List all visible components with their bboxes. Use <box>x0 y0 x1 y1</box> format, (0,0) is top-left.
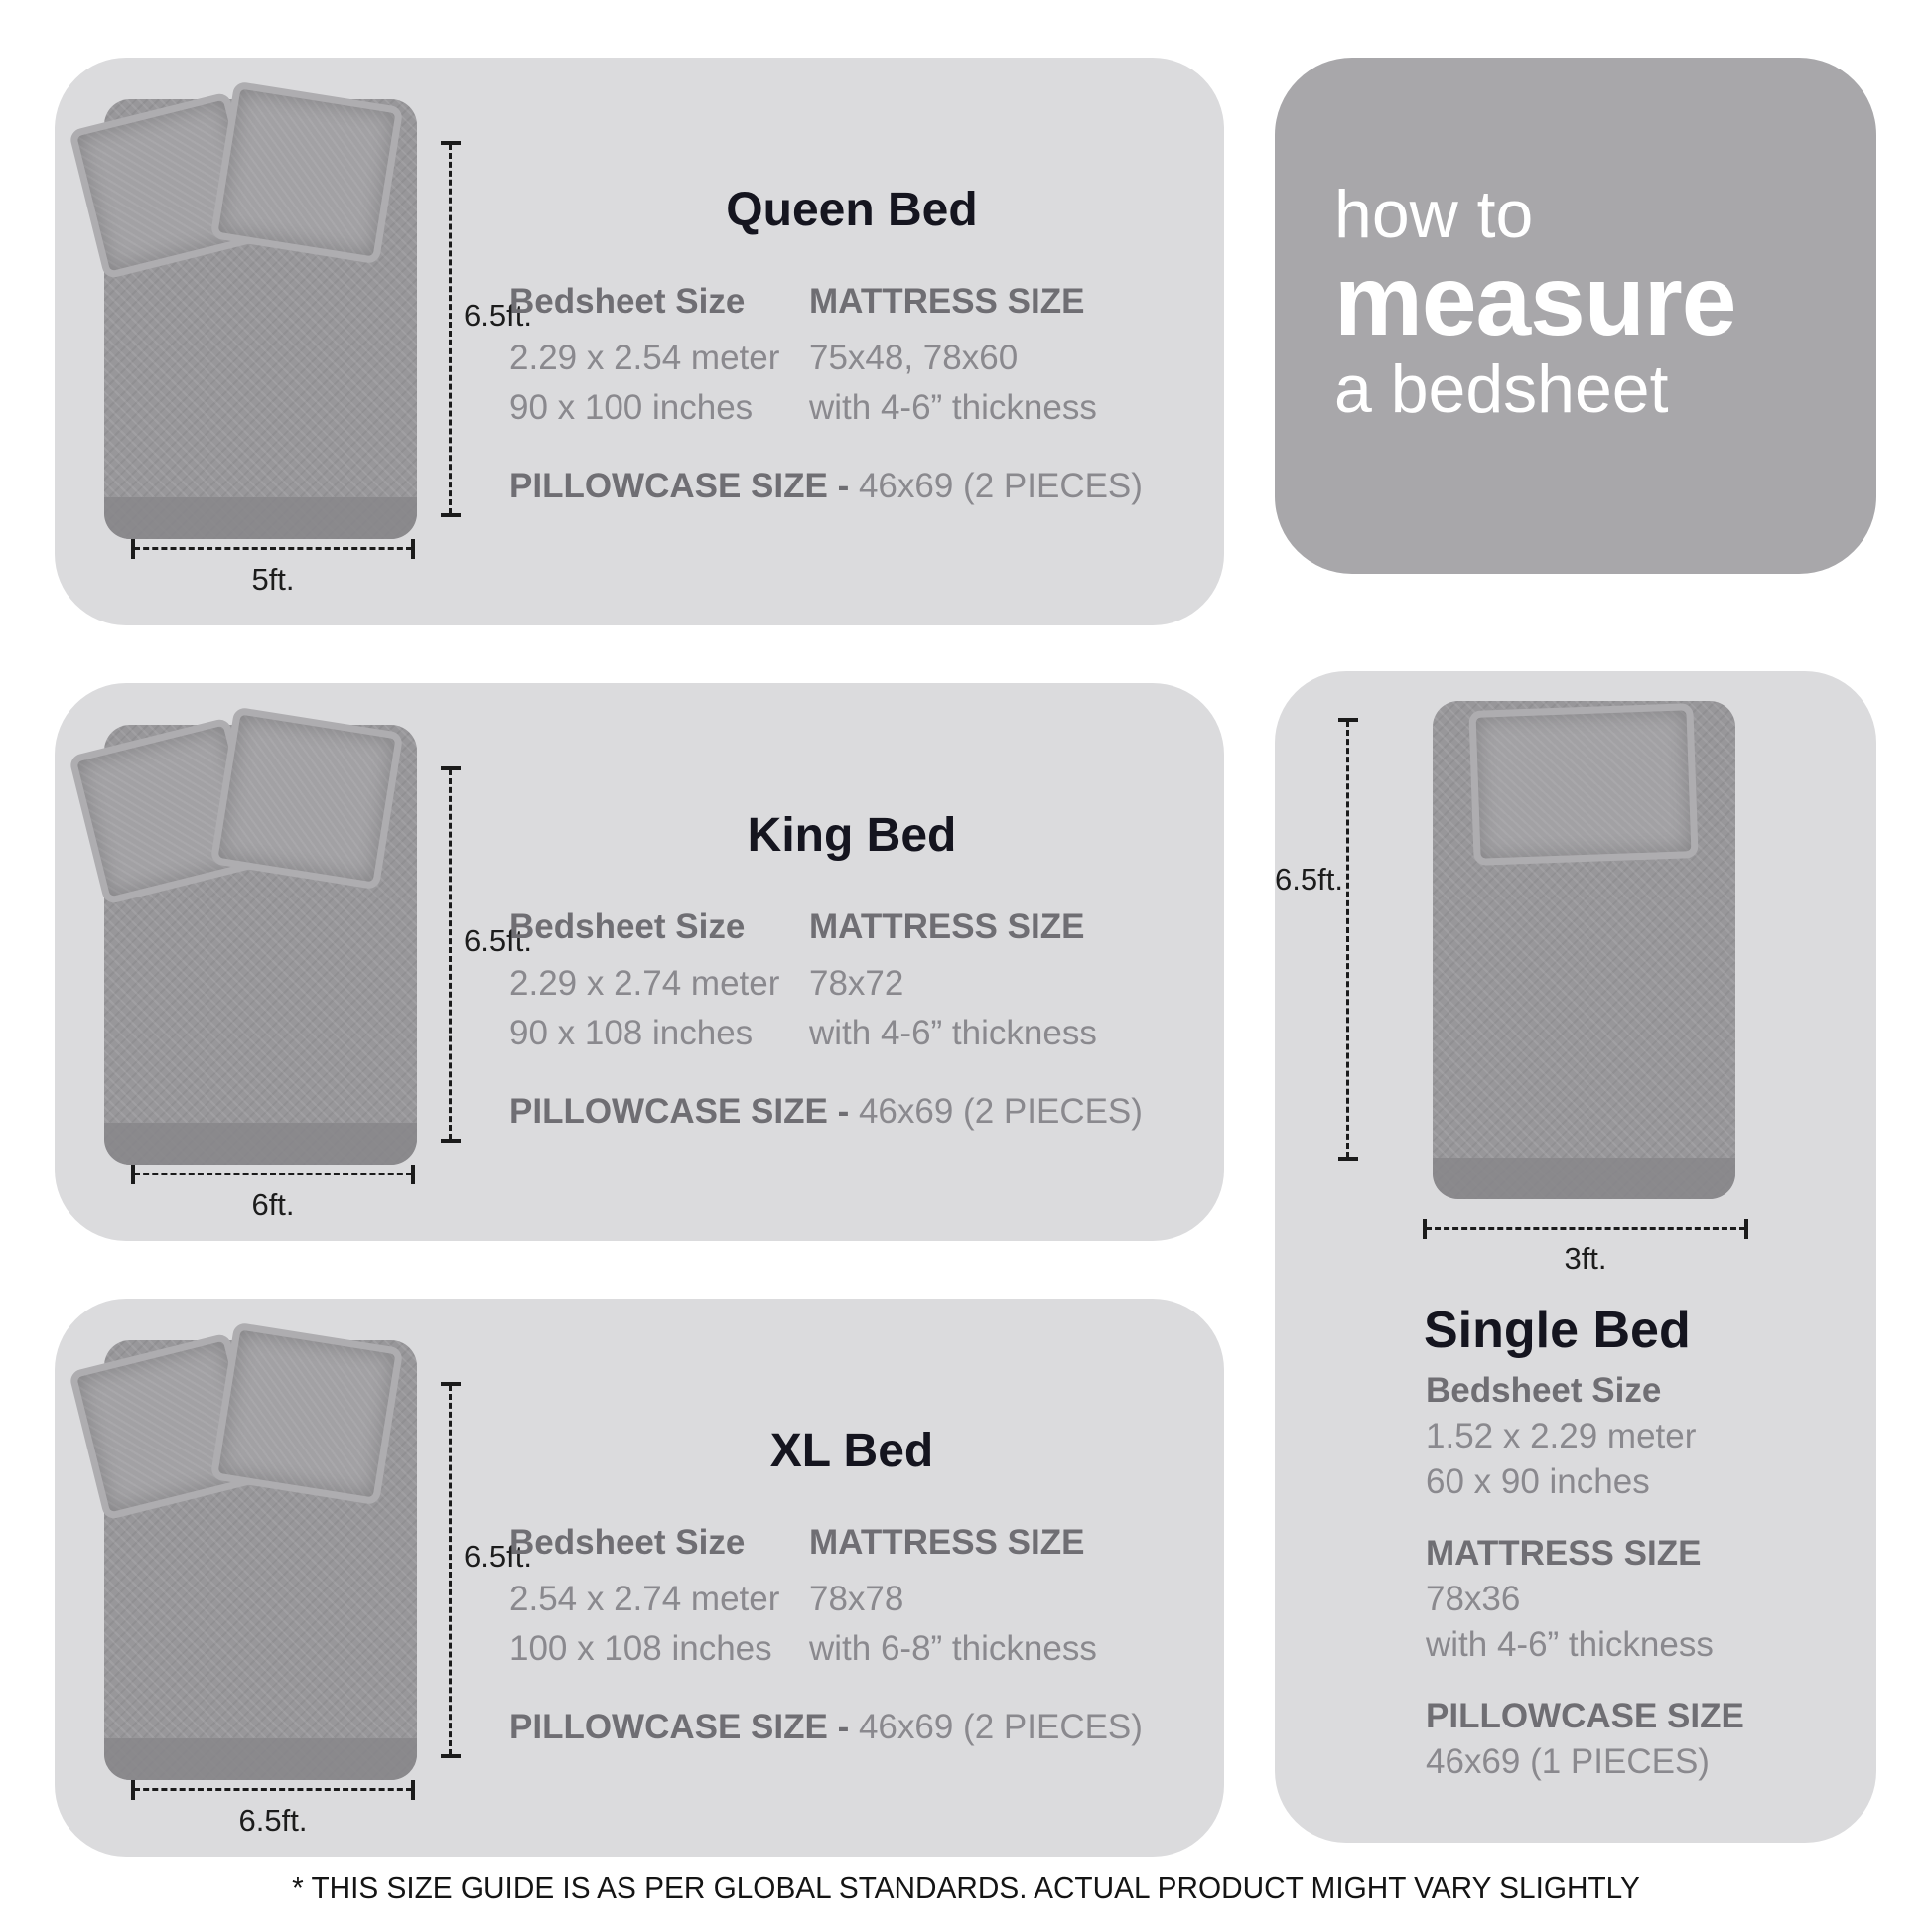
mattress-size-value: 75x48, 78x60 <box>809 339 1019 377</box>
size-columns <box>509 282 1194 433</box>
bedsheet-size-column <box>509 282 809 433</box>
mattress-size-column <box>809 282 1194 433</box>
pillowcase-size-label: PILLOWCASE SIZE - <box>509 467 850 505</box>
bedsheet-size-inches: 90 x 108 inches <box>509 1014 754 1052</box>
width-ruler <box>1426 1227 1745 1230</box>
mattress-size-column <box>809 1523 1194 1674</box>
title-text-block <box>1334 177 1735 429</box>
pillowcase-size-label: PILLOWCASE SIZE - <box>509 1708 850 1746</box>
mattress-size-label: MATTRESS SIZE <box>809 282 1085 321</box>
pillow-right-icon <box>210 81 404 265</box>
title-line-2: measure <box>1334 245 1736 356</box>
bed-name-heading: XL Bed <box>769 1425 934 1477</box>
pillowcase-size-row <box>509 1092 1194 1132</box>
bedsheet-size-meters: 2.54 x 2.74 meter <box>509 1580 780 1618</box>
width-dimension-label: 6ft. <box>251 1187 295 1222</box>
card-queen-bed <box>55 58 1224 625</box>
size-columns <box>509 1523 1194 1674</box>
bed-foot-edge <box>104 1738 417 1780</box>
bed-info-block <box>1426 1368 1744 1785</box>
bed-name-heading: King Bed <box>747 809 957 862</box>
bedsheet-size-inches: 60 x 90 inches <box>1426 1462 1650 1501</box>
mattress-size-value: 78x36 <box>1426 1580 1521 1618</box>
pillowcase-size-value: 46x69 (2 PIECES) <box>858 467 1143 505</box>
bedsheet-size-label: Bedsheet Size <box>509 282 746 321</box>
disclaimer-text: * THIS SIZE GUIDE IS AS PER GLOBAL STANDARDS. ACTUAL PRODUCT MIGHT VARY SLIGHTLY <box>292 1870 1640 1905</box>
pillow-right-icon <box>210 1322 404 1506</box>
bedsheet-size-label: Bedsheet Size <box>509 907 746 946</box>
width-dimension-label: 3ft. <box>1564 1241 1607 1276</box>
height-ruler <box>449 144 452 514</box>
bed-info-block <box>509 810 1194 1132</box>
pillowcase-size-row <box>509 1708 1194 1747</box>
width-dimension-label: 5ft. <box>251 562 295 597</box>
card-single-bed <box>1275 671 1876 1843</box>
mattress-thickness: with 4-6” thickness <box>1426 1625 1714 1664</box>
pillowcase-size-row <box>509 467 1194 506</box>
bed-foot-edge <box>1433 1158 1735 1199</box>
height-dimension-label: 6.5ft. <box>464 1539 532 1574</box>
bedsheet-size-meters: 2.29 x 2.54 meter <box>509 339 780 377</box>
bedsheet-size-label: Bedsheet Size <box>1426 1371 1662 1410</box>
height-ruler <box>1346 721 1349 1158</box>
pillowcase-size-label: PILLOWCASE SIZE - <box>509 1092 850 1131</box>
mattress-size-label: MATTRESS SIZE <box>1426 1534 1702 1573</box>
bedsheet-size-label: Bedsheet Size <box>509 1523 746 1562</box>
bedsheet-size-meters: 2.29 x 2.74 meter <box>509 964 780 1003</box>
mattress-size-value: 78x72 <box>809 964 904 1003</box>
bedsheet-size-meters: 1.52 x 2.29 meter <box>1426 1417 1697 1455</box>
mattress-size-label: MATTRESS SIZE <box>809 1523 1085 1562</box>
mattress-thickness: with 4-6” thickness <box>809 1014 1097 1052</box>
mattress-size-label: MATTRESS SIZE <box>809 907 1085 946</box>
bed-name-heading: Single Bed <box>1424 1302 1691 1359</box>
bedsheet-size-column <box>509 1523 809 1674</box>
title-line-1: how to <box>1334 177 1534 252</box>
width-ruler <box>134 547 412 550</box>
pillowcase-size-value: 46x69 (1 PIECES) <box>1426 1742 1710 1781</box>
bedsheet-size-inches: 90 x 100 inches <box>509 388 754 427</box>
pillowcase-size-value: 46x69 (2 PIECES) <box>858 1092 1143 1131</box>
width-ruler <box>134 1788 412 1791</box>
card-title <box>1275 58 1876 574</box>
height-ruler <box>449 1385 452 1755</box>
bed-name-heading: Queen Bed <box>726 184 978 236</box>
bed-foot-edge <box>104 1123 417 1165</box>
size-columns <box>509 907 1194 1058</box>
bed-foot-edge <box>104 497 417 539</box>
pillow-icon <box>1468 703 1698 866</box>
pillow-right-icon <box>210 707 404 891</box>
card-king-bed <box>55 683 1224 1241</box>
bed-info-block <box>509 185 1194 506</box>
mattress-size-column <box>809 907 1194 1058</box>
bedsheet-size-column <box>509 907 809 1058</box>
height-dimension-label: 6.5ft. <box>464 923 532 958</box>
card-xl-bed <box>55 1299 1224 1857</box>
mattress-thickness: with 4-6” thickness <box>809 388 1097 427</box>
mattress-size-value: 78x78 <box>809 1580 904 1618</box>
mattress-thickness: with 6-8” thickness <box>809 1629 1097 1668</box>
height-dimension-label: 6.5ft. <box>464 298 532 333</box>
pillowcase-size-label: PILLOWCASE SIZE <box>1426 1697 1744 1735</box>
pillowcase-size-value: 46x69 (2 PIECES) <box>858 1708 1143 1746</box>
height-ruler <box>449 769 452 1140</box>
bed-info-block <box>509 1426 1194 1747</box>
title-line-3: a bedsheet <box>1334 351 1669 427</box>
height-dimension-label: 6.5ft. <box>1275 862 1343 897</box>
width-dimension-label: 6.5ft. <box>238 1803 308 1838</box>
bedsheet-size-inches: 100 x 108 inches <box>509 1629 772 1668</box>
width-ruler <box>134 1173 412 1175</box>
